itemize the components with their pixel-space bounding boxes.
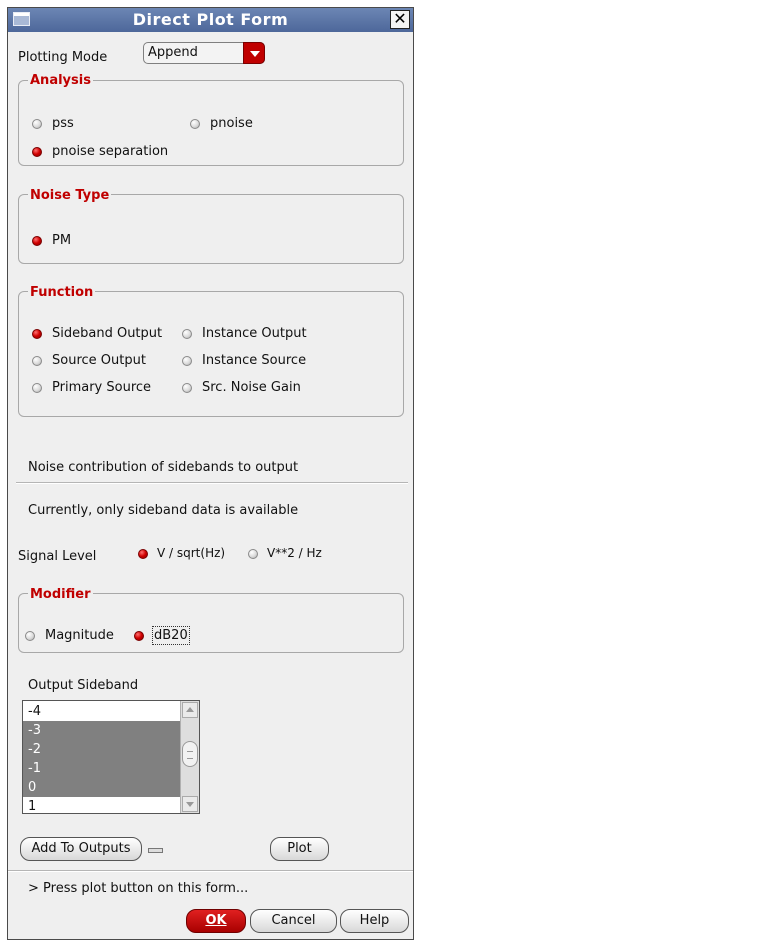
radio-icon xyxy=(25,631,35,641)
radio-label: pnoise separation xyxy=(52,144,169,159)
scroll-down-icon[interactable] xyxy=(182,796,198,812)
radio-label: Primary Source xyxy=(52,380,152,395)
radio-selected-icon xyxy=(134,631,144,641)
radio-label: Src. Noise Gain xyxy=(202,380,301,395)
radio-icon xyxy=(182,356,192,366)
add-to-outputs-button[interactable]: Add To Outputs xyxy=(20,837,142,861)
title-bar[interactable] xyxy=(8,8,413,32)
plotting-mode-value: Append xyxy=(148,45,198,60)
list-item[interactable]: 1 xyxy=(28,799,37,814)
scroll-thumb[interactable] xyxy=(182,741,198,767)
radio-selected-icon xyxy=(32,329,42,339)
scroll-up-icon[interactable] xyxy=(182,702,198,718)
radio-selected-icon xyxy=(138,549,148,559)
signal-level-label: Signal Level xyxy=(18,549,97,564)
plotting-mode-select[interactable] xyxy=(143,42,265,64)
list-item[interactable]: -3 xyxy=(23,721,180,740)
radio-label: PM xyxy=(52,233,72,248)
add-to-outputs-indicator xyxy=(148,848,163,853)
help-button[interactable]: Help xyxy=(340,909,409,933)
analysis-group-title: Analysis xyxy=(30,73,91,88)
noise-type-group xyxy=(18,194,404,264)
divider xyxy=(8,870,413,872)
radio-label: dB20 xyxy=(154,628,188,643)
radio-icon xyxy=(248,549,258,559)
modifier-group xyxy=(18,593,404,653)
radio-label: Magnitude xyxy=(45,628,114,643)
radio-label: Instance Output xyxy=(202,326,307,341)
radio-selected-icon xyxy=(32,236,42,246)
output-sideband-label: Output Sideband xyxy=(28,678,139,693)
function-description: Noise contribution of sidebands to output xyxy=(28,460,299,475)
direct-plot-form-window xyxy=(7,7,414,940)
radio-icon xyxy=(32,383,42,393)
radio-label: V / sqrt(Hz) xyxy=(157,546,226,560)
divider xyxy=(16,482,408,484)
radio-label: Instance Source xyxy=(202,353,307,368)
radio-label: Sideband Output xyxy=(52,326,163,341)
plot-button[interactable]: Plot xyxy=(270,837,329,861)
sideband-availability-note: Currently, only sideband data is available xyxy=(28,503,299,518)
output-sideband-list[interactable] xyxy=(22,700,200,814)
modifier-group-title: Modifier xyxy=(30,587,91,602)
status-message: > Press plot button on this form... xyxy=(28,881,249,896)
noise-type-group-title: Noise Type xyxy=(30,188,110,203)
function-group-title: Function xyxy=(30,285,94,300)
cancel-button[interactable]: Cancel xyxy=(250,909,337,933)
radio-label: V**2 / Hz xyxy=(267,546,322,560)
ok-button-label: OK xyxy=(205,913,227,928)
chevron-down-icon[interactable] xyxy=(243,42,265,64)
ok-button[interactable] xyxy=(186,909,246,933)
list-scrollbar[interactable] xyxy=(180,701,199,813)
close-button[interactable]: ✕ xyxy=(390,10,410,29)
list-item[interactable]: -4 xyxy=(28,704,41,719)
list-item[interactable]: 0 xyxy=(23,778,180,797)
plotting-mode-label: Plotting Mode xyxy=(18,50,108,65)
radio-label: pss xyxy=(52,116,74,131)
radio-selected-icon xyxy=(32,147,42,157)
window-title: Direct Plot Form xyxy=(132,10,289,29)
radio-label: pnoise xyxy=(210,116,253,131)
radio-icon xyxy=(182,329,192,339)
radio-label: Source Output xyxy=(52,353,146,368)
radio-icon xyxy=(32,356,42,366)
list-item[interactable]: -2 xyxy=(23,740,180,759)
radio-icon xyxy=(182,383,192,393)
radio-icon xyxy=(190,119,200,129)
radio-icon xyxy=(32,119,42,129)
list-item[interactable]: -1 xyxy=(23,759,180,778)
